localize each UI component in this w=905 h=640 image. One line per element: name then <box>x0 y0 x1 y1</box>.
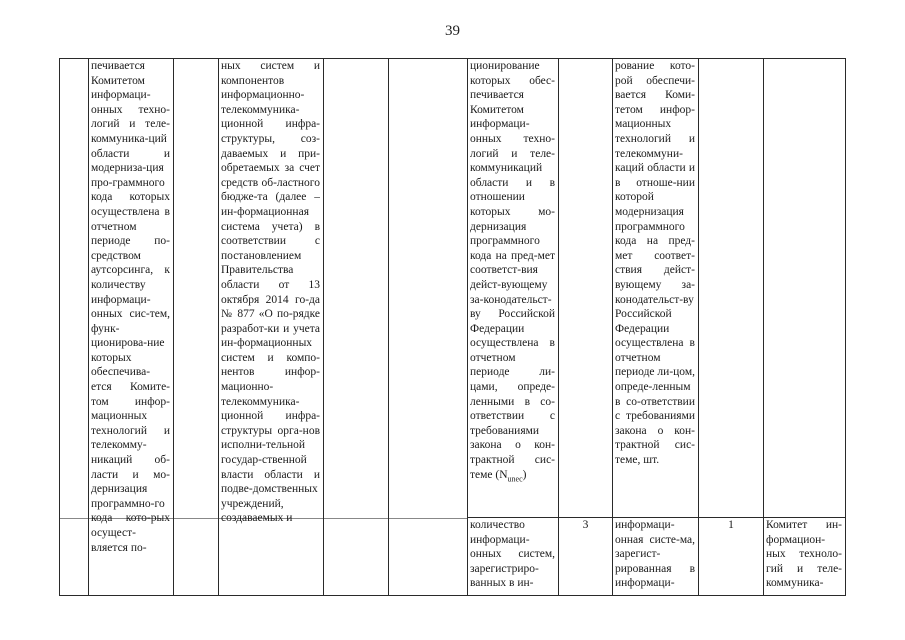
cell-col8-bottom-text: 1 <box>728 519 734 531</box>
col-border-3 <box>218 58 219 596</box>
cell-col7-bottom-text: информаци-онная систе-ма, зарегист-рированная в информаци- <box>615 519 695 590</box>
col-border-2 <box>173 58 174 596</box>
cell-col5-top-body: ционирование которых обес-печивается Комитетом информаци-онных техно-логий и теле-коммуникаций области и в отношении которых мо-дернизация программного кода на пред-мет соответст-вия дейст-вующему за-конодательст-ву Российской Федерации осуществлена в отчетном периоде ли-цами, опреде-ленными в со-ответствии с требованиями закона о кон-трактной сис- <box>470 60 555 467</box>
cell-col8-bottom <box>699 518 763 538</box>
table-top-border <box>59 58 846 59</box>
cell-col6-bottom <box>559 518 612 538</box>
cell-col5-top-subscript: unec <box>507 473 523 483</box>
cell-col2-top-text: ных систем и компонентов информационно-телекоммуника-ционной инфра-структуры, соз-даваемых и при-обретаемых за счет средств об-ластного бюдже-та (далее – ин-формационная система учета) в соответствии с постановлением Правительства области от 13 октября 2014 го-да № 877 «О по-рядке разработ-ки и учета ин-формационных систем и компо-нентов инфор-мационно-телекоммуника-ционной инфра-структуры орга-нов исполни-тельной государ-ственной власти области и подве-домственных учреждений, создаваемых и <box>221 60 320 525</box>
cell-col7-top-text: рование кото-рой обеспечи-вается Коми-тетом инфор-мационных технологий и телекоммуни-каций области и в отноше-нии которой модернизация программного кода на пред-мет соответ-ствия дейст-вующему за-конодательст-ву Российской Федерации осуществлена в отчетном периоде ли-цом, опреде-ленным в со-ответствии с требованиями закона о кон-трактной сис-теме, шт. <box>615 60 695 467</box>
col-border-8 <box>612 58 613 596</box>
col-border-7 <box>558 58 559 596</box>
cell-col5-top-last: теме (N <box>470 468 508 481</box>
col-border-10 <box>763 58 764 596</box>
cell-col9-bottom <box>766 518 842 594</box>
cell-col5-bottom-text: количество информаци-онных систем, зарегистриро-ванных в ин- <box>470 519 555 590</box>
page-number: 39 <box>445 23 460 39</box>
cell-col7-top <box>615 59 695 516</box>
table-bottom-border <box>59 595 846 596</box>
cell-col1-top-text: печивается Комитетом информаци-онных техно-логий и теле-коммуника-ций области и модерниза-ция про-граммного кода которых осуществлена в отчетном периоде по-средством аутсорсинга, к количеству информаци-онных сис-тем, функ-ционирова-ние которых обеспечива-ется Комите-том инфор-мационных технологий и телекомму-никаций об-ласти и мо-дернизация программно-го кода кото-рых осущест-вляется по- <box>91 60 170 554</box>
col-border-1 <box>88 58 89 596</box>
cell-col5-top-text <box>470 59 555 487</box>
col-border-6 <box>467 58 468 596</box>
col-border-9 <box>698 58 699 596</box>
cell-col6-bottom-text: 3 <box>582 519 589 531</box>
cell-col5-bottom <box>470 518 555 594</box>
col-border-11 <box>845 58 846 596</box>
col-border-4 <box>323 58 324 596</box>
cell-col5-top <box>470 59 555 516</box>
col-border-5 <box>388 58 389 596</box>
cell-col7-bottom <box>615 518 695 594</box>
cell-col9-bottom-text: Комитет ин-формацион-ных техноло-гий и теле-коммуника- <box>766 519 842 590</box>
cell-col2-top <box>221 59 320 595</box>
cell-col1-top <box>91 59 170 595</box>
cell-col5-top-end: ) <box>522 468 527 481</box>
col-border-0 <box>59 58 60 596</box>
